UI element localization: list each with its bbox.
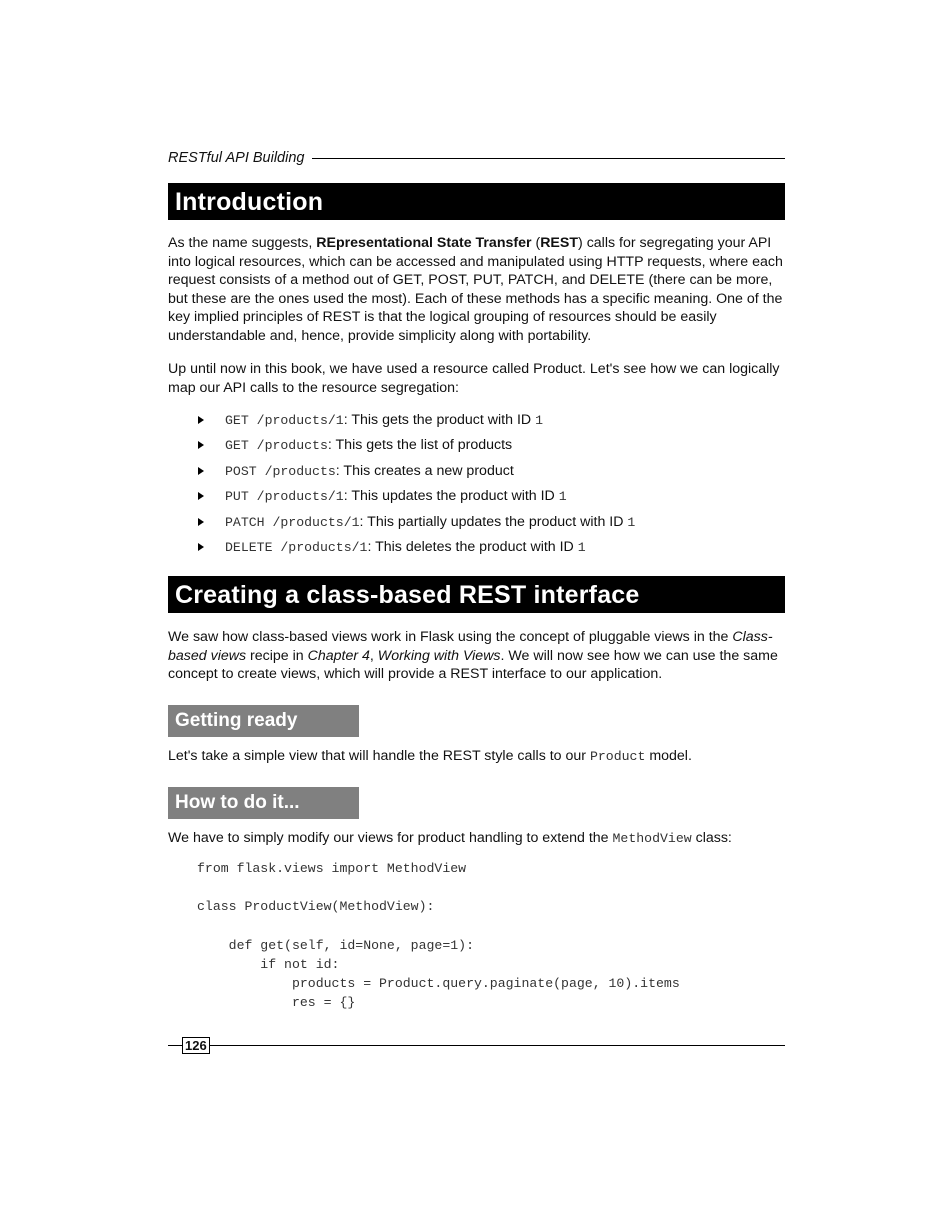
bullet-arrow-icon: [198, 441, 204, 449]
intro-paragraph-2: Up until now in this book, we have used a resource called Product. Let's see how we can logically map our API calls to the resource segregation:: [168, 361, 780, 396]
bullet-arrow-icon: [198, 416, 204, 424]
page-number: 126: [182, 1037, 210, 1054]
running-title: RESTful API Building: [168, 150, 305, 166]
list-item: [198, 409, 758, 434]
list-item: [198, 460, 758, 485]
endpoint-description: : This gets the product with ID: [343, 412, 536, 428]
heading-getting-ready: Getting ready: [168, 705, 359, 737]
class-based-paragraph: We saw how class-based views work in Flask using the concept of pluggable views in the Class-based views recipe in Chapter 4, Working with Views. We will now see how we can use the same concept to create views, which will provide a REST interface to our application.: [168, 629, 778, 682]
endpoint-code: GET /products/1: [225, 413, 344, 428]
header-rule: [312, 158, 785, 159]
getting-ready-paragraph: Let's take a simple view that will handle the REST style calls to our Product model.: [168, 748, 692, 764]
heading-introduction: Introduction: [168, 183, 785, 220]
code-block: from flask.views import MethodView class ProductView(MethodView): def get(self, id=None, page=1): if not id: products = Product.query.paginate(page, 10).items res = {}: [197, 861, 680, 1011]
list-item: [198, 511, 758, 536]
heading-how-to-do-it: How to do it...: [168, 787, 359, 819]
endpoint-code: POST /products: [225, 463, 336, 479]
list-item: [198, 434, 758, 459]
bullet-arrow-icon: [198, 518, 204, 526]
footer-rule: [168, 1045, 785, 1046]
endpoint-description: : This gets the list of products: [327, 437, 513, 454]
how-to-paragraph: We have to simply modify our views for product handling to extend the MethodView class:: [168, 830, 732, 846]
endpoint-description: : This partially updates the product with ID: [359, 513, 628, 530]
endpoint-code: GET /products: [225, 438, 328, 454]
intro-paragraph-1: As the name suggests, REpresentational State Transfer (REST) calls for segregating your API into logical resources, which can be accessed and manipulated using HTTP requests, where each request consists of a method out of GET, POST, PUT, PATCH, and DELETE (there can be more, but these are the ones used the most). Each of these methods has a specific meaning. One of the key implied principles of REST is that the logical grouping of resources should be easily understandable and, hence, provide simplicity along with portability.: [168, 235, 783, 344]
endpoint-code: DELETE /products/1: [225, 539, 368, 555]
bullet-arrow-icon: [198, 467, 204, 475]
heading-class-based-rest: Creating a class-based REST interface: [168, 576, 785, 613]
list-item: [198, 485, 758, 510]
running-header: [168, 148, 785, 168]
http-method-list: [198, 409, 758, 561]
endpoint-code: PATCH /products/1: [225, 514, 360, 530]
endpoint-description: : This creates a new product: [335, 462, 514, 479]
product-id-code: 1: [558, 489, 567, 505]
product-id-code: 1: [535, 413, 543, 428]
page-footer: [168, 1036, 785, 1056]
list-item: [198, 536, 758, 561]
bullet-arrow-icon: [198, 492, 204, 500]
endpoint-description: : This updates the product with ID: [343, 488, 559, 505]
bullet-arrow-icon: [198, 543, 204, 551]
product-id-code: 1: [577, 539, 586, 555]
product-id-code: 1: [627, 514, 636, 530]
endpoint-code: PUT /products/1: [225, 489, 344, 505]
endpoint-description: : This deletes the product with ID: [367, 538, 578, 555]
